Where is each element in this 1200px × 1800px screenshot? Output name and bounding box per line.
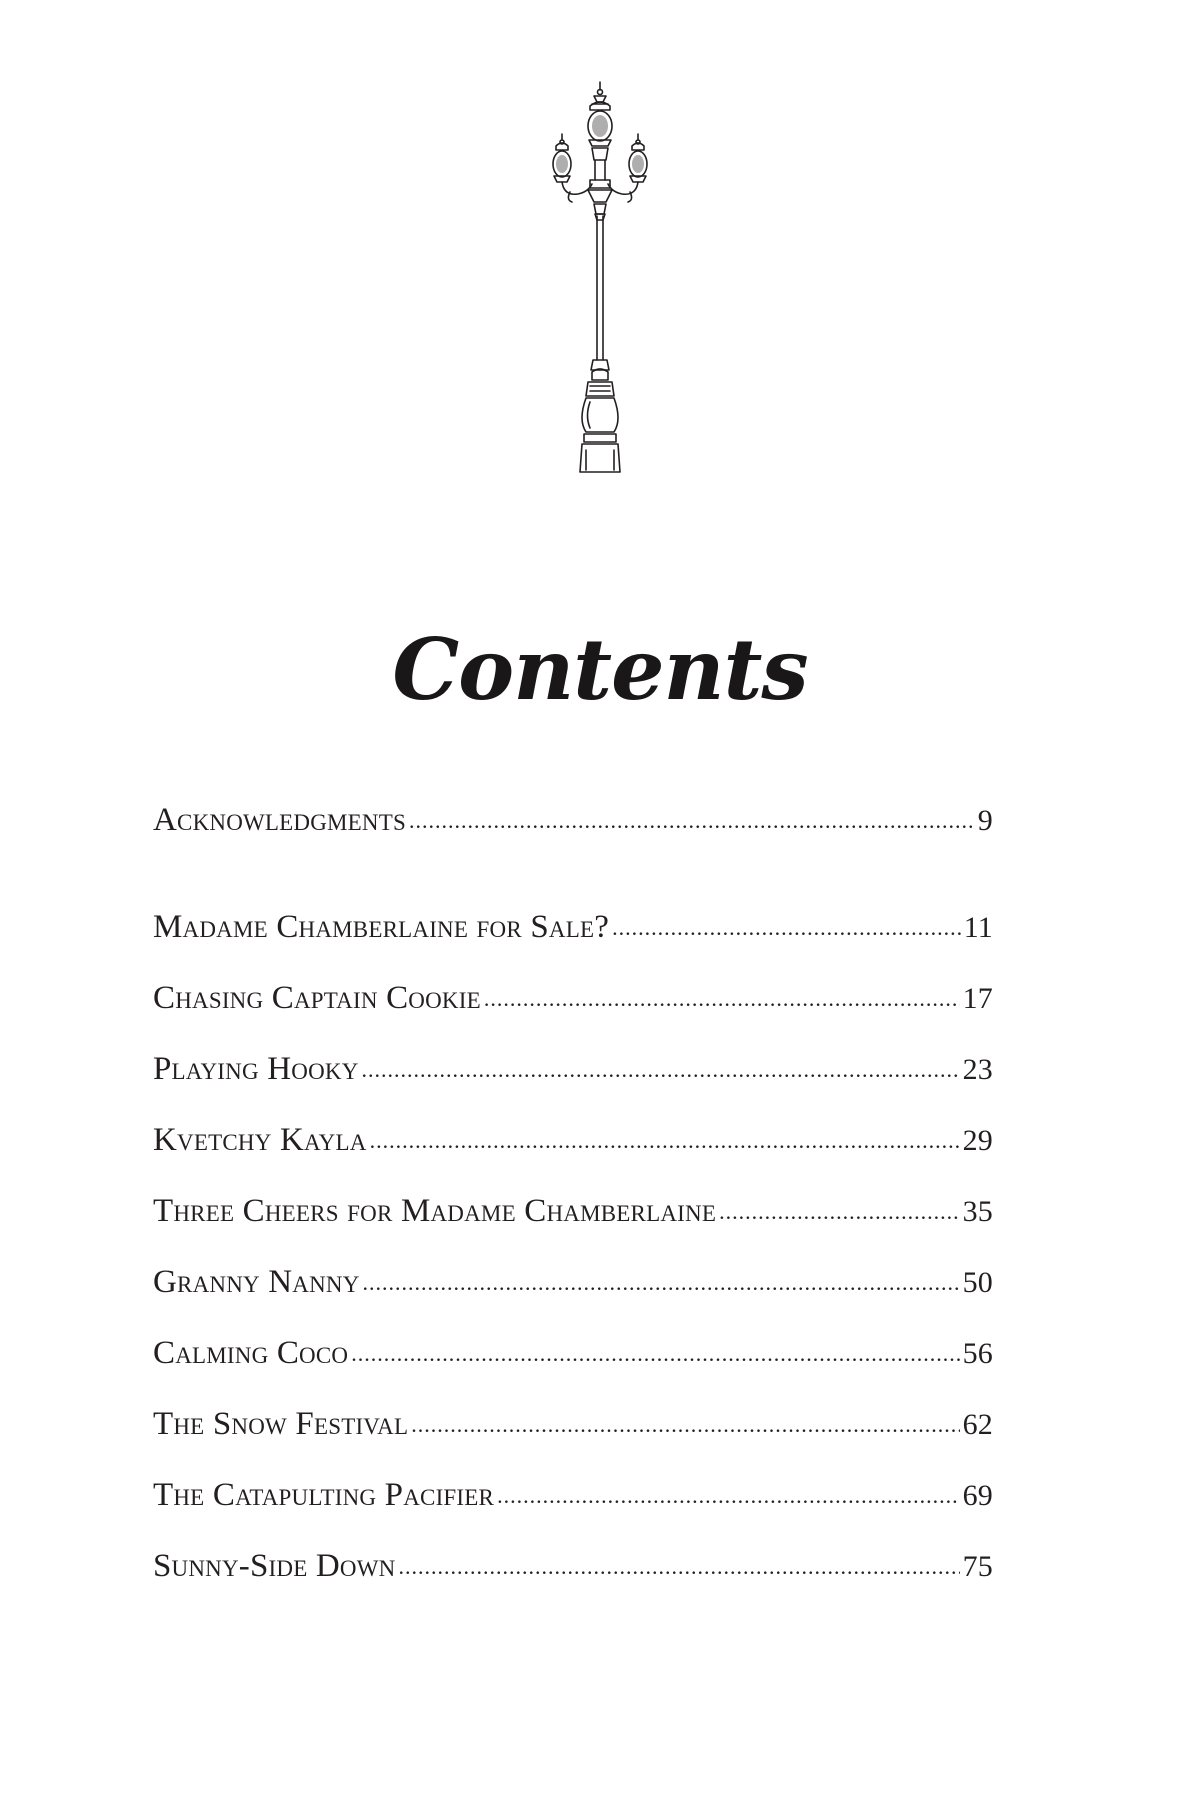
dot-leader: [351, 1334, 959, 1374]
toc-entry[interactable]: [153, 1333, 993, 1373]
toc-entry-title: Calming Coco: [153, 1335, 349, 1371]
dot-leader: [484, 979, 960, 1019]
toc-entry[interactable]: [153, 1475, 993, 1515]
toc-entry-page: 50: [962, 1266, 993, 1299]
toc-entry-title: Acknowledgments: [153, 802, 406, 838]
toc-entry-page: 62: [962, 1408, 993, 1441]
dot-leader: [363, 1263, 960, 1303]
toc-entry[interactable]: [153, 978, 993, 1018]
dot-leader: [370, 1121, 960, 1161]
toc-entry[interactable]: [153, 907, 993, 947]
toc-entry-page: 9: [977, 804, 993, 837]
dot-leader: [411, 1405, 959, 1445]
dot-leader: [409, 801, 975, 841]
toc-entry-page: 23: [962, 1053, 993, 1086]
street-lamp-icon: [540, 80, 660, 480]
toc-entry-page: 17: [962, 982, 993, 1015]
dot-leader: [362, 1050, 960, 1090]
toc-entry-title: Playing Hooky: [153, 1051, 359, 1087]
toc-entry[interactable]: [153, 1049, 993, 1089]
toc-entry-title: Granny Nanny: [153, 1264, 360, 1300]
toc-entry[interactable]: [153, 1120, 993, 1160]
toc-entry-title: Kvetchy Kayla: [153, 1122, 367, 1158]
toc-entry-page: 75: [962, 1550, 993, 1583]
toc-entry[interactable]: [153, 800, 993, 840]
toc-entry-page: 35: [962, 1195, 993, 1228]
page-title: Contents: [392, 620, 808, 719]
toc-entry-title: The Catapulting Pacifier: [153, 1477, 495, 1513]
toc-entry-page: 29: [962, 1124, 993, 1157]
toc-entry[interactable]: [153, 1262, 993, 1302]
dot-leader: [497, 1476, 960, 1516]
toc-entry-page: 69: [962, 1479, 993, 1512]
toc-entry-page: 56: [962, 1337, 993, 1370]
toc-entry[interactable]: [153, 1546, 993, 1586]
toc-entry-title: Sunny-Side Down: [153, 1548, 396, 1584]
toc-entry-title: The Snow Festival: [153, 1406, 409, 1442]
dot-leader: [719, 1192, 960, 1232]
toc-entry-title: Three Cheers for Madame Chamberlaine: [153, 1193, 717, 1229]
toc-entry-title: Chasing Captain Cookie: [153, 980, 481, 1016]
toc-entry[interactable]: [153, 1404, 993, 1444]
toc-entry-page: 11: [963, 911, 993, 944]
table-of-contents: [153, 800, 993, 1617]
toc-entry[interactable]: [153, 1191, 993, 1231]
toc-entry-title: Madame Chamberlaine for Sale?: [153, 909, 610, 945]
dot-leader: [612, 908, 961, 948]
dot-leader: [398, 1547, 959, 1587]
